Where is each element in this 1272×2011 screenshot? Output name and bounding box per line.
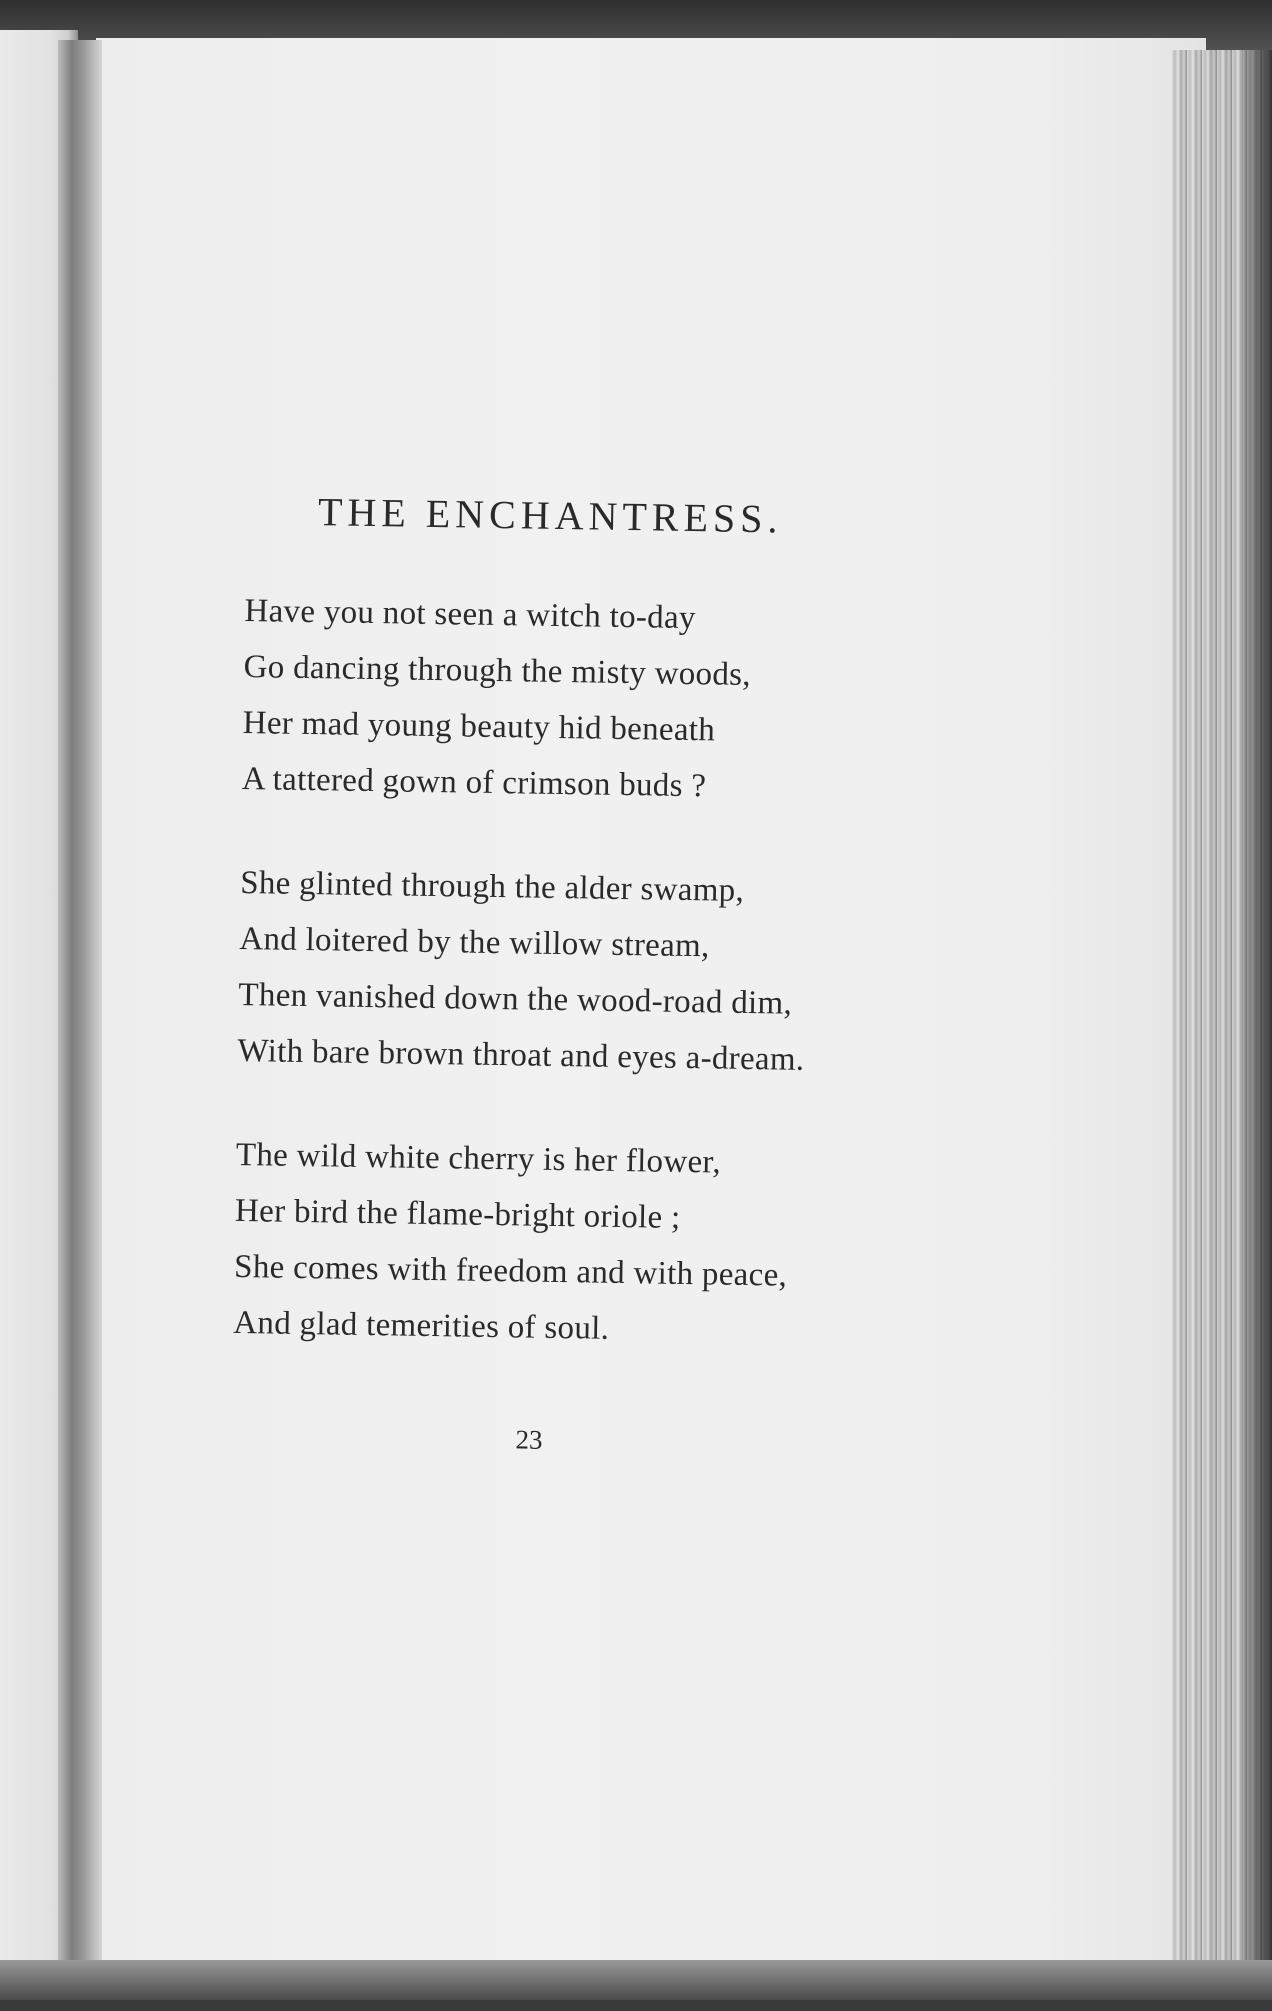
poem-line: Go dancing through the misty woods, bbox=[243, 649, 752, 693]
poem-line: She comes with freedom and with peace, bbox=[233, 1248, 788, 1294]
poem-line: She glinted through the alder swamp, bbox=[239, 864, 745, 909]
stanza-1 bbox=[241, 583, 752, 815]
poem-line: Her mad young beauty hid beneath bbox=[242, 704, 716, 749]
page-number: 23 bbox=[515, 1424, 543, 1455]
poem-line: The wild white cherry is her flower, bbox=[235, 1136, 722, 1181]
poem-title: THE ENCHANTRESS. bbox=[317, 489, 783, 542]
poem-line: Her bird the flame-bright oriole ; bbox=[234, 1192, 681, 1236]
poem-line: Have you not seen a witch to-day bbox=[244, 593, 697, 637]
poem-line: With bare brown throat and eyes a-dream. bbox=[237, 1032, 805, 1078]
poem-line: A tattered gown of crimson buds ? bbox=[241, 760, 707, 805]
stanza-2 bbox=[237, 855, 807, 1088]
stanza-3 bbox=[233, 1127, 789, 1360]
poem-line: Then vanished down the wood-road dim, bbox=[238, 976, 793, 1022]
poem-line: And glad temerities of soul. bbox=[233, 1304, 610, 1347]
poem-line: And loitered by the willow stream, bbox=[239, 920, 710, 965]
